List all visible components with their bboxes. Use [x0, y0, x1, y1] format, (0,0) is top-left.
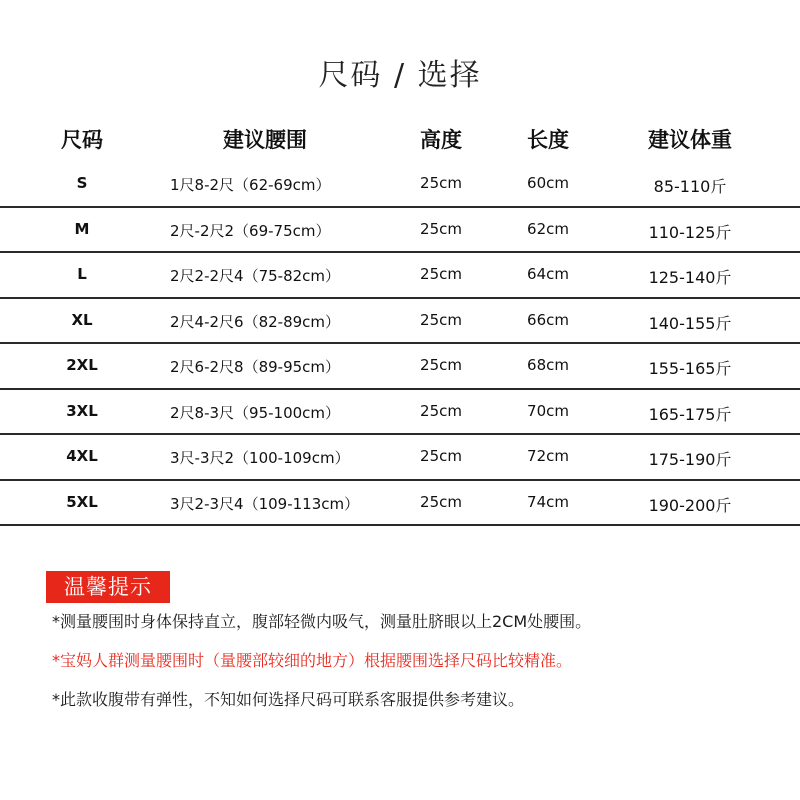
cell-length: 64cm [527, 265, 569, 283]
note-elastic: *此款收腹带有弹性，不知如何选择尺码可联系客服提供参考建议。 [52, 690, 525, 709]
cell-length: 72cm [527, 447, 569, 465]
cell-waist: 2尺4-2尺6（82-89cm） [170, 312, 341, 331]
header-waist: 建议腰围 [223, 128, 307, 152]
notes-list [52, 612, 782, 729]
table-row [0, 299, 800, 345]
table-header [0, 118, 800, 162]
cell-size: S [76, 174, 88, 192]
cell-size: 4XL [66, 447, 98, 465]
cell-waist: 2尺-2尺2（69-75cm） [170, 221, 331, 240]
cell-weight: 155-165斤 [648, 359, 732, 378]
size-chart-table [0, 118, 800, 526]
cell-length: 60cm [527, 174, 569, 192]
header-weight: 建议体重 [648, 128, 732, 152]
cell-height: 25cm [420, 447, 462, 465]
cell-height: 25cm [420, 401, 462, 420]
table-row [0, 390, 800, 436]
page-title: 尺码 / 选择 [318, 58, 482, 93]
table-row [0, 253, 800, 299]
cell-size: M [74, 219, 90, 238]
cell-height: 25cm [420, 492, 462, 511]
cell-size: 5XL [66, 492, 98, 511]
cell-waist: 3尺-3尺2（100-109cm） [170, 449, 350, 467]
cell-weight: 110-125斤 [648, 222, 732, 242]
cell-height: 25cm [420, 310, 462, 329]
cell-height: 25cm [420, 219, 462, 238]
cell-length: 66cm [527, 310, 569, 329]
note-measure-waist: *测量腰围时身体保持直立，腹部轻微内吸气，测量肚脐眼以上2CM处腰围。 [52, 612, 592, 631]
cell-length: 62cm [527, 219, 569, 238]
cell-waist: 2尺6-2尺8（89-95cm） [170, 358, 341, 376]
table-row [0, 435, 800, 481]
cell-weight: 165-175斤 [648, 404, 732, 424]
cell-waist: 3尺2-3尺4（109-113cm） [170, 494, 360, 513]
cell-weight: 85-110斤 [653, 177, 727, 196]
cell-height: 25cm [420, 174, 462, 192]
cell-size: 2XL [66, 356, 98, 374]
cell-height: 25cm [420, 265, 462, 283]
table-row [0, 162, 800, 208]
cell-height: 25cm [420, 356, 462, 374]
table-row [0, 481, 800, 527]
cell-length: 74cm [527, 492, 569, 511]
cell-size: L [77, 265, 87, 283]
header-size: 尺码 [61, 128, 103, 152]
cell-length: 68cm [527, 356, 569, 374]
cell-waist: 2尺2-2尺4（75-82cm） [170, 267, 341, 285]
cell-size: 3XL [66, 401, 98, 420]
note-mothers: *宝妈人群测量腰围时（量腰部较细的地方）根据腰围选择尺码比较精准。 [52, 651, 573, 670]
header-length: 长度 [527, 128, 569, 152]
cell-weight: 175-190斤 [648, 450, 732, 469]
cell-length: 70cm [527, 401, 569, 420]
cell-weight: 140-155斤 [648, 313, 732, 333]
table-row [0, 208, 800, 254]
cell-waist: 2尺8-3尺（95-100cm） [170, 403, 341, 422]
header-height: 高度 [420, 128, 462, 152]
cell-weight: 190-200斤 [648, 495, 732, 515]
tips-badge: 温馨提示 [46, 571, 170, 603]
cell-waist: 1尺8-2尺（62-69cm） [170, 176, 331, 194]
cell-size: XL [71, 310, 93, 329]
cell-weight: 125-140斤 [648, 268, 732, 287]
table-row [0, 344, 800, 390]
